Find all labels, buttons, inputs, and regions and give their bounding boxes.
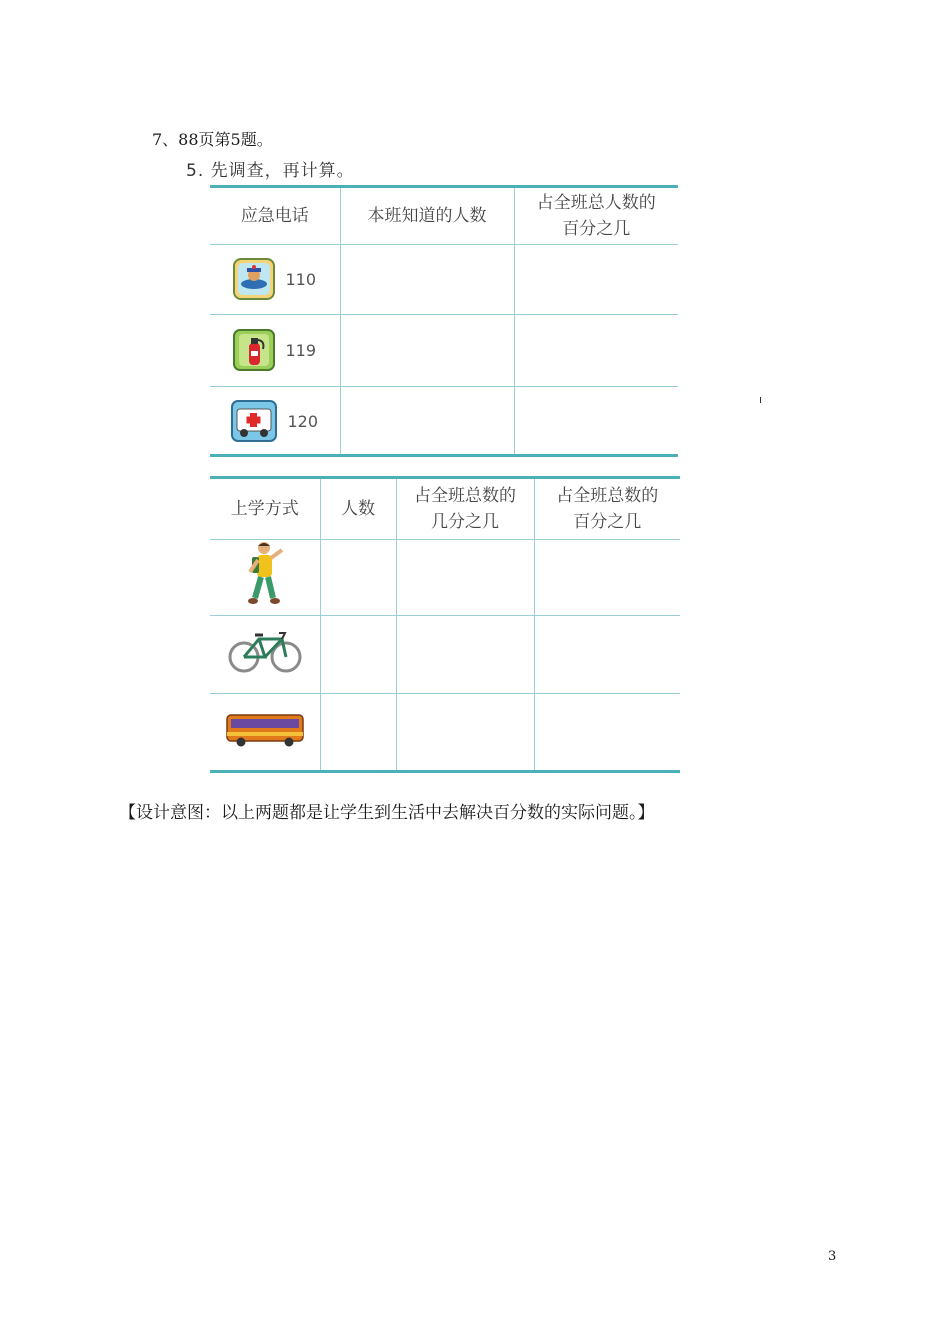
ambulance-icon [231, 400, 277, 442]
table-cell[interactable] [340, 314, 514, 386]
fire-extinguisher-icon [233, 329, 275, 371]
bus-icon [225, 712, 305, 748]
header-emergency-phone: 应急电话 [210, 188, 340, 244]
page-number: 3 [828, 1249, 837, 1264]
commute-table [210, 479, 680, 771]
table1-bottom-rule [210, 454, 678, 457]
table-cell[interactable] [534, 693, 680, 771]
table-cell[interactable] [320, 693, 396, 771]
table-cell[interactable] [320, 539, 396, 615]
table-cell[interactable] [396, 615, 534, 693]
table-row [210, 693, 680, 771]
table-row [210, 314, 678, 386]
table-cell[interactable] [514, 314, 678, 386]
table-row [210, 539, 680, 615]
header-commute-method: 上学方式 [210, 479, 320, 539]
table-row [210, 386, 678, 456]
phone-number: 119 [285, 340, 317, 360]
question-title: 7、88页第5题。 [152, 130, 273, 149]
header-percent: 占全班总数的百分之几 [534, 479, 680, 539]
header-known-count: 本班知道的人数 [340, 188, 514, 244]
police-icon [233, 258, 275, 300]
stray-mark [760, 397, 761, 403]
table-cell[interactable] [340, 244, 514, 314]
table-cell[interactable] [396, 539, 534, 615]
design-note: 【设计意图：以上两题都是让学生到生活中去解决百分数的实际问题。】 [119, 803, 655, 823]
phone-number: 120 [287, 411, 319, 431]
exercise-title: 5. 先调查，再计算。 [186, 161, 355, 181]
table2-bottom-rule [210, 770, 680, 773]
table-row [210, 615, 680, 693]
walking-student-icon [240, 540, 290, 610]
table-cell[interactable] [340, 386, 514, 456]
phone-number: 110 [285, 269, 317, 289]
header-percent: 占全班总人数的百分之几 [514, 188, 678, 244]
table-cell[interactable] [534, 615, 680, 693]
table-cell[interactable] [534, 539, 680, 615]
table-cell[interactable] [514, 386, 678, 456]
table-cell[interactable] [320, 615, 396, 693]
emergency-phone-table [210, 188, 678, 456]
header-count: 人数 [320, 479, 396, 539]
bicycle-icon [227, 629, 303, 675]
header-fraction: 占全班总数的几分之几 [396, 479, 534, 539]
table-cell[interactable] [396, 693, 534, 771]
table-cell[interactable] [514, 244, 678, 314]
table-row [210, 244, 678, 314]
